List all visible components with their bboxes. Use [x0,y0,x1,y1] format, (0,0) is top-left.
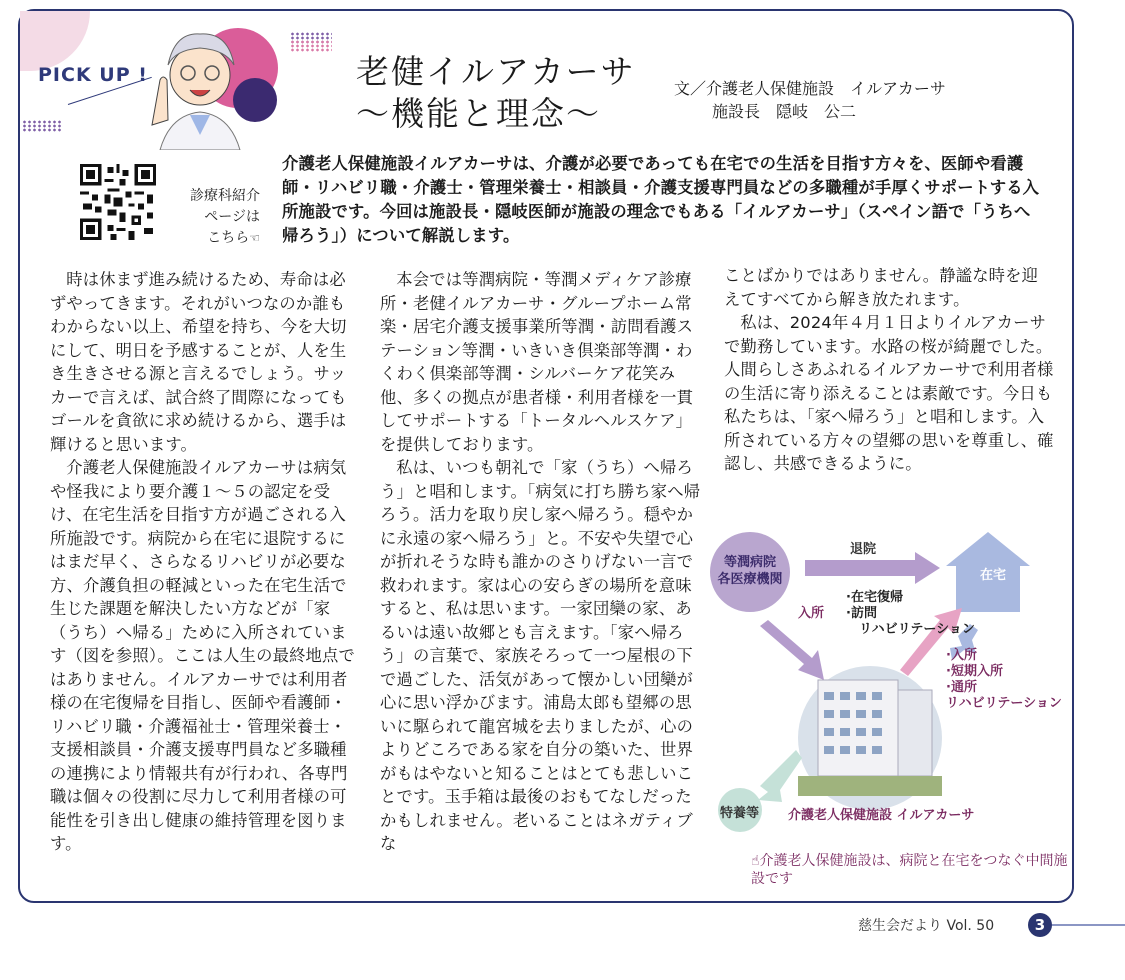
body-column-2 [380,268,704,856]
body-paragraph: 本会では等潤病院・等潤メディケア診療所・老健イルアカーサ・グループホーム常楽・居宅介護支援事業所等潤・訪問看護ステーション等潤・いきいき倶楽部等潤・わくわく倶楽部等潤・シルバーケア花笑み他、多くの拠点が患者様・利用者様を一貫してサポートする「トータルヘルスケア」を提供しております。 [380,270,694,454]
body-column-3 [724,264,1054,476]
facility-name-label: 介護老人保健施設 イルアカーサ [788,808,975,823]
special-nursing-label: 特養等 [720,806,760,821]
facility-services: ·入所 ·短期入所 ·通所 リハビリテーション [946,648,1062,711]
admission-arrow [760,620,824,680]
hospital-label: 等潤病院 各医療機関 [717,555,783,587]
qr-caption-line2: ページは [204,209,260,225]
pointing-hand-icon: ☜ [249,231,260,245]
byline-line2: 施設長 隠岐 公二 [712,102,857,121]
qr-caption [170,186,260,249]
qr-code[interactable] [80,164,156,240]
home-return-services: ·在宅復帰 ·訪問 リハビリテーション [846,590,975,637]
facility-grounds [798,776,942,796]
body-column-1 [50,268,361,856]
qr-caption-line1: 診療科紹介 [190,188,260,204]
care-flow-diagram [700,520,1080,850]
publication-name: 慈生会だより Vol. 50 [858,918,995,934]
body-paragraph: 私は、いつも朝礼で「家（うち）へ帰ろう」と唱和します。「病気に打ち勝ち家へ帰ろう。活力を取り戻し家へ帰ろう。穏やかに永遠の家へ帰ろう」と。不安や失望で心が折れそうな時も誰かのさりげない一言で救われます。家は心の安らぎの場所を意味すると、私は思います。一家団欒の家、あるいは遠い故郷とも言えます。「家へ帰ろう」の言葉で、家族そろって一つ屋根の下で過ごした、活気があって懐かしい団欒が心に思い浮かびます。浦島太郎も望郷の思いに駆られて龍宮城を去りましたが、心のよりどころである家を自分の築いた、世界がもはやないと知ることはとても悲しいことです。玉手箱は最後のおもてなしだったかもしれません。老いることはネガティブな [380,458,701,853]
decorative-dots-pink [290,40,332,52]
pointing-finger-icon: ☝ [751,853,760,869]
article-title-line2: ～機能と理念～ [356,94,601,133]
article-title-line1: 老健イルアカーサ [356,52,636,91]
byline-line1: 文／介護老人保健施設 イルアカーサ [674,79,946,98]
lead-paragraph: 介護老人保健施設イルアカーサは、介護が必要であっても在宅での生活を目指す方々を、医師や看護師・リハビリ職・介護士・管理栄養士・相談員・介護支援専門員などの多職種が手厚くサポートする入所施設です。今回は施設長・隠岐医師が施設の理念でもある「イルアカーサ」（スペイン語で「うちへ帰ろう」）について解説します。 [282,154,1040,245]
decorative-dots-left [22,120,62,132]
pickup-label: PICK UP ! [38,64,148,86]
footer-rule [1052,924,1125,926]
body-paragraph: 時は休まず進み続けるため、寿命は必ずやってきます。それがいつなのか誰もわからない以上、希望を持ち、今を大切にして、明日を予感することが、人を生き生きさせる源と言えるでしょう。サッカーで言えば、試合終了間際になってもゴールを貪欲に求め続けるから、選手は輝けると思います。 [50,270,347,454]
discharge-label: 退院 [850,542,877,557]
admission-label: 入所 [798,606,825,621]
body-paragraph: ことばかりではありません。静謐な時を迎えてすべてから解き放たれます。 [724,266,1039,309]
doctor-illustration [130,20,280,150]
diagram-caption: ☝介護老人保健施設は、病院と在宅をつなぐ中間施設です [751,853,1068,887]
body-paragraph: 私は、2024年４月１日よりイルアカーサで勤務しています。水路の桜が綺麗でした。人間らしさあふれるイルアカーサで利用者様の生活に寄り添えることは素敵です。今日も私たちは、「家へ帰ろう」と唱和します。入所されている方々の望郷の思いを尊重し、確認し、共感できるように。 [724,313,1054,473]
qr-caption-line3: こちら☜ [207,230,260,246]
transfer-arrow [758,750,802,802]
body-paragraph: 介護老人保健施設イルアカーサは病気や怪我により要介護１～５の認定を受け、在宅生活を目指す方が過ごされる入所施設です。病院から在宅に退院するにはまだ早く、さらなるリハビリが必要な方、介護負担の軽減といった在宅生活で生じた課題を解決したい方などが「家（うち）へ帰る」ために入所されています（図を参照）。ここは人生の最終地点ではありません。イルアカーサでは利用者様の在宅復帰を目指し、医師や看護師・リハビリ職・介護福祉士・管理栄養士・支援相談員・介護支援専門員など多職種の連携により情報共有が行われ、各専門職は個々の役割に尽力して利用者様の可能性を引き出し健康の維持管理を図ります。 [50,458,356,853]
page-number: 3 [1028,913,1052,937]
home-label: 在宅 [980,568,1007,583]
